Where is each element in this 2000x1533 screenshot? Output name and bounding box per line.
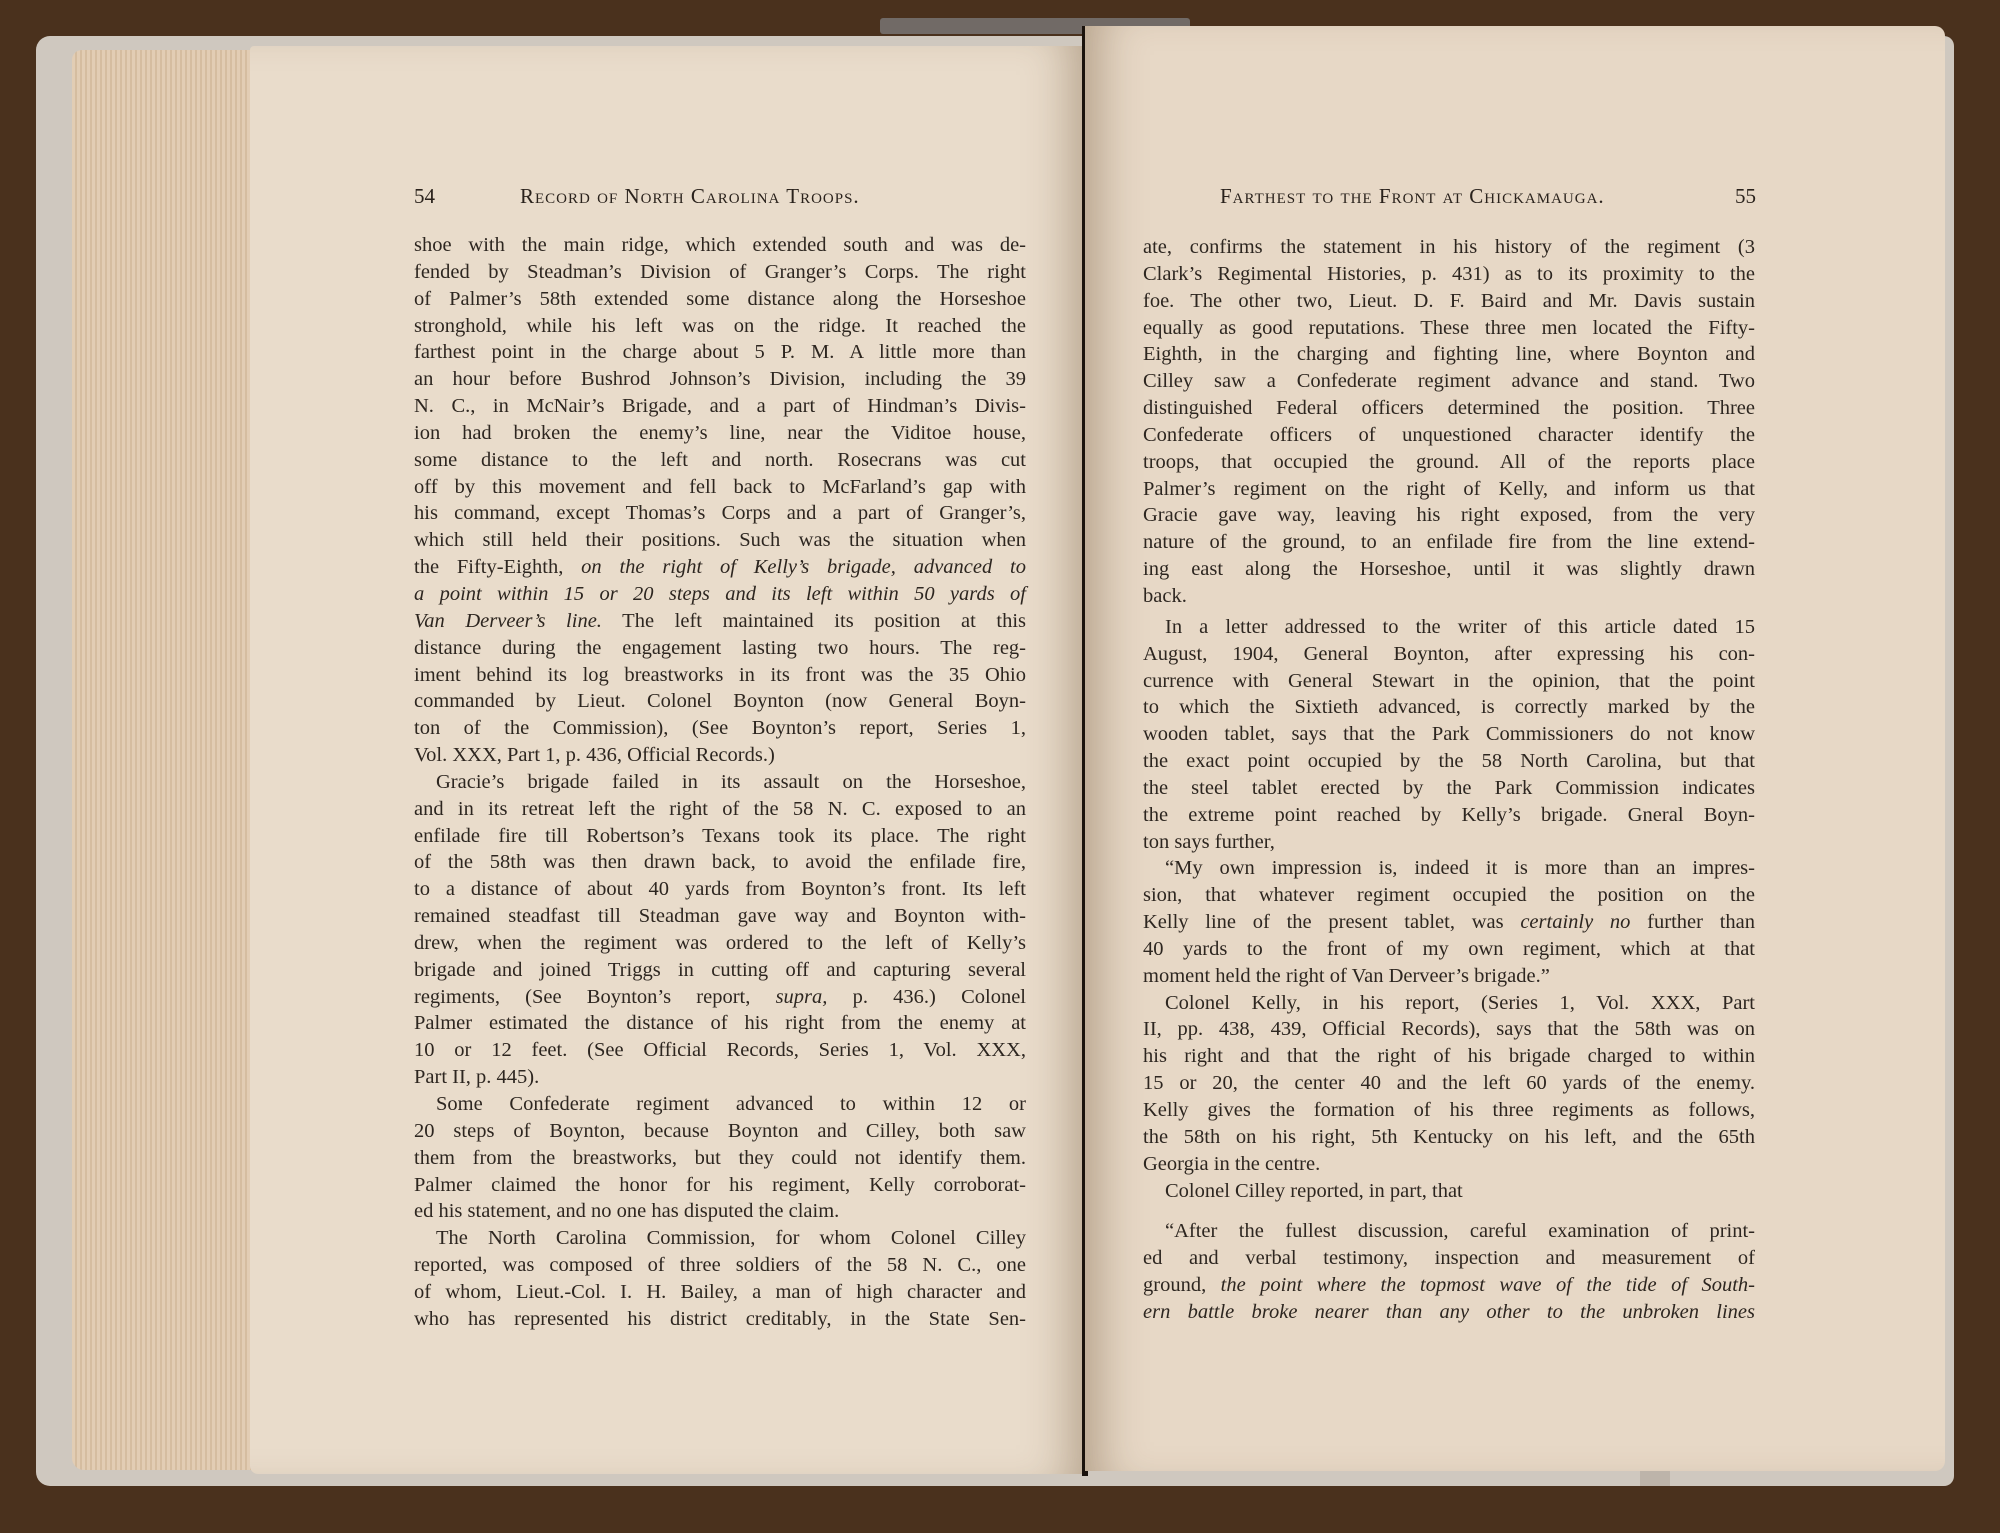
page-edges: [72, 50, 262, 1470]
text-line: The North Carolina Commission, for whom Colonel Cilley: [436, 1227, 1026, 1250]
text-line: 20 steps of Boynton, because Boynton and Cilley, both saw: [414, 1119, 1026, 1142]
text-line: wooden tablet, says that the Park Commissioners do not know: [1143, 723, 1755, 746]
text-line: ton says further,: [1143, 830, 1275, 853]
italic-text: ern battle broke nearer than any other to the unbroken lines: [1143, 1300, 1755, 1323]
italic-text: a point within 15 or 20 steps and its left within 50 yards of: [414, 582, 1026, 605]
text-line: the exact point occupied by the 58 North Carolina, but that: [1143, 750, 1755, 773]
text-line: the extreme point reached by Kelly’s brigade. Gneral Boyn-: [1143, 803, 1755, 826]
text-line: of whom, Lieut.-Col. I. H. Bailey, a man of high character and: [414, 1280, 1026, 1303]
left-page: [250, 46, 1085, 1474]
text-line: II, pp. 438, 439, Official Records), says that the 58th was on: [1143, 1018, 1755, 1041]
text-line: of Palmer’s 58th extended some distance along the Horseshoe: [414, 287, 1026, 310]
text-line: Part II, p. 445).: [414, 1066, 540, 1089]
text-line: fended by Steadman’s Division of Granger’s Corps. The right: [414, 260, 1026, 283]
left-page-body: [414, 232, 1026, 1333]
text-line: who has represented his district creditably, in the State Sen-: [414, 1307, 1026, 1330]
text-line: ground, the point where the topmost wave of the tide of South-: [1143, 1274, 1755, 1297]
text-line: Palmer claimed the honor for his regiment, Kelly corroborat-: [414, 1173, 1026, 1196]
text-line: farthest point in the charge about 5 P. M. A little more than: [414, 341, 1026, 364]
text-line: his command, except Thomas’s Corps and a part of Granger’s,: [414, 502, 1026, 525]
text-line: the 58th on his right, 5th Kentucky on his left, and the 65th: [1143, 1125, 1755, 1148]
text-line: drew, when the regiment was ordered to the left of Kelly’s: [414, 931, 1026, 954]
italic-text: supra,: [775, 985, 828, 1008]
text-line: Palmer estimated the distance of his right from the enemy at: [414, 1012, 1026, 1035]
text-line: which still held their positions. Such was the situation when: [414, 529, 1026, 552]
text-line: currence with General Stewart in the opinion, that the point: [1143, 669, 1755, 692]
text-line: Clark’s Regimental Histories, p. 431) as to its proximity to the: [1143, 262, 1755, 285]
text-line: ing east along the Horseshoe, until it was slightly drawn: [1143, 558, 1755, 581]
text-line: the steel tablet erected by the Park Commission indicates: [1143, 776, 1755, 799]
text-line: some distance to the left and north. Rosecrans was cut: [414, 448, 1026, 471]
italic-text: Van Derveer’s line.: [414, 609, 602, 632]
text-line: [414, 581, 1026, 608]
text-line: iment behind its log breastworks in its front was the 35 Ohio: [414, 663, 1026, 686]
text-line: ate, confirms the statement in his history of the regiment (3: [1143, 236, 1755, 258]
text-line: his right and that the right of his brigade charged to within: [1143, 1045, 1755, 1068]
text-line: Vol. XXX, Part 1, p. 436, Official Records.): [414, 744, 775, 767]
text-line: regiments, (See Boynton’s report, supra, p. 436.) Colonel: [414, 985, 1026, 1008]
text-line: sion, that whatever regiment occupied the position on the: [1143, 884, 1755, 907]
text-line: 15 or 20, the center 40 and the left 60 yards of the enemy.: [1143, 1072, 1755, 1095]
text-line: ed and verbal testimony, inspection and measurement of: [1143, 1247, 1755, 1270]
text-line: equally as good reputations. These three men located the Fifty-: [1143, 316, 1755, 339]
text-line: Eighth, in the charging and fighting line, where Boynton and: [1143, 343, 1755, 366]
text-line: them from the breastworks, but they could not identify them.: [414, 1146, 1026, 1169]
text-line: Van Derveer’s line. The left maintained its position at this: [414, 609, 1026, 632]
text-line: ion had broken the enemy’s line, near the Viditoe house,: [414, 421, 1026, 444]
text-line: Kelly gives the formation of his three regiments as follows,: [1143, 1099, 1755, 1121]
right-page-body: [1143, 234, 1755, 1326]
text-line: ton of the Commission), (See Boynton’s report, Series 1,: [414, 717, 1026, 740]
text-line: to a distance of about 40 yards from Boynton’s front. Its left: [414, 878, 1026, 901]
left-running-head: Record of North Carolina Troops.: [520, 184, 860, 208]
text-line: Georgia in the centre.: [1143, 1152, 1321, 1175]
text-line: moment held the right of Van Derveer’s brigade.”: [1143, 964, 1550, 987]
text-line: In a letter addressed to the writer of this article dated 15: [1165, 615, 1755, 638]
text-line: reported, was composed of three soldiers of the 58 N. C., one: [414, 1254, 1026, 1277]
text-line: nature of the ground, to an enfilade fire from the line extend-: [1143, 531, 1755, 554]
italic-text: on the right of Kelly’s brigade, advanced to: [581, 556, 1026, 579]
text-line: troops, that occupied the ground. All of the reports place: [1143, 450, 1755, 473]
text-line: distinguished Federal officers determined the position. Three: [1143, 397, 1755, 420]
text-line: Colonel Kelly, in his report, (Series 1, Vol. XXX, Part: [1165, 991, 1755, 1014]
left-page-number: 54: [414, 184, 435, 208]
text-line: ed his statement, and no one has disputed the claim.: [414, 1200, 840, 1223]
text-line: stronghold, while his left was on the ridge. It reached the: [414, 314, 1026, 337]
text-line: shoe with the main ridge, which extended south and was de-: [414, 234, 1026, 256]
text-line: Gracie’s brigade failed in its assault on the Horseshoe,: [436, 770, 1026, 793]
text-line: an hour before Bushrod Johnson’s Division, including the 39: [414, 368, 1026, 391]
text-line: and in its retreat left the right of the 58 N. C. exposed to an: [414, 797, 1026, 820]
text-line: “My own impression is, indeed it is more than an impres-: [1165, 857, 1755, 880]
text-line: Kelly line of the present tablet, was certainly no further than: [1143, 911, 1755, 934]
text-line: back.: [1143, 584, 1187, 607]
right-running-head: Farthest to the Front at Chickamauga.: [1220, 184, 1605, 208]
text-line: foe. The other two, Lieut. D. F. Baird and Mr. Davis sustain: [1143, 289, 1755, 312]
text-line: off by this movement and fell back to McFarland’s gap with: [414, 475, 1026, 498]
text-line: to which the Sixtieth advanced, is correctly marked by the: [1143, 696, 1755, 719]
text-line: of the 58th was then drawn back, to avoid the enfilade fire,: [414, 851, 1026, 874]
text-line: 10 or 12 feet. (See Official Records, Series 1, Vol. XXX,: [414, 1039, 1026, 1062]
text-line: August, 1904, General Boynton, after expressing his con-: [1143, 642, 1755, 665]
text-line: remained steadfast till Steadman gave way and Boynton with-: [414, 905, 1026, 928]
text-line: N. C., in McNair’s Brigade, and a part of Hindman’s Divis-: [414, 395, 1026, 418]
text-line: distance during the engagement lasting two hours. The reg-: [414, 636, 1026, 659]
text-line: commanded by Lieut. Colonel Boynton (now General Boyn-: [414, 690, 1026, 713]
text-line: Colonel Cilley reported, in part, that: [1165, 1179, 1463, 1202]
italic-text: certainly no: [1520, 911, 1631, 934]
text-line: brigade and joined Triggs in cutting off and capturing several: [414, 958, 1026, 981]
text-line: the Fifty-Eighth, on the right of Kelly’s brigade, advanced to: [414, 556, 1026, 579]
text-line: [1143, 1299, 1755, 1326]
text-line: Palmer’s regiment on the right of Kelly, and inform us that: [1143, 477, 1755, 500]
right-page-number: 55: [1735, 184, 1756, 208]
text-line: Gracie gave way, leaving his right exposed, from the very: [1143, 504, 1755, 527]
text-line: 40 yards to the front of my own regiment, which at that: [1143, 937, 1755, 960]
text-line: enfilade fire till Robertson’s Texans took its place. The right: [414, 824, 1026, 847]
text-line: Some Confederate regiment advanced to within 12 or: [436, 1093, 1026, 1115]
text-line: Cilley saw a Confederate regiment advance and stand. Two: [1143, 370, 1755, 393]
text-line: “After the fullest discussion, careful examination of print-: [1165, 1220, 1755, 1243]
right-page: [1085, 26, 1945, 1471]
text-line: Confederate officers of unquestioned character identify the: [1143, 423, 1755, 446]
italic-text: the point where the topmost wave of the tide of South-: [1220, 1274, 1755, 1297]
